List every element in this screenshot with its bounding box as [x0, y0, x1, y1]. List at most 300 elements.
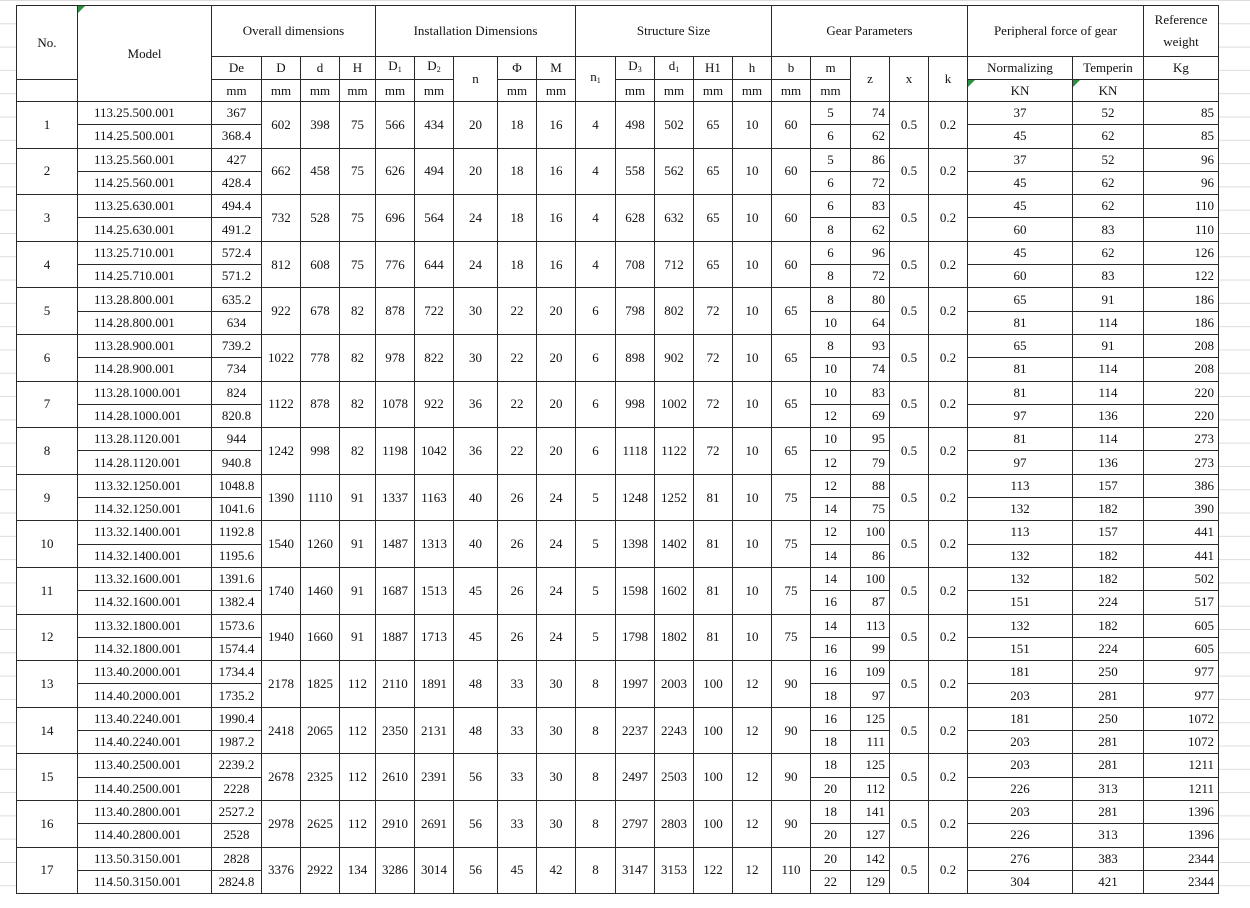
value-module: 16: [811, 661, 851, 684]
table-row: [17, 474, 1219, 497]
value-De: 1048.8: [212, 474, 262, 497]
value-H: 82: [340, 334, 376, 381]
value-module: 10: [811, 428, 851, 451]
value-module: 18: [811, 731, 851, 754]
value-b: 90: [772, 707, 811, 754]
value-x: 0.5: [890, 195, 929, 242]
value-D2: 3014: [415, 847, 454, 894]
header-sym-k: k: [929, 57, 968, 102]
value-h: 10: [733, 334, 772, 381]
value-De: 2527.2: [212, 800, 262, 823]
header-sym-d1: $d_1$: [655, 57, 694, 80]
value-De: 739.2: [212, 334, 262, 357]
value-z: 74: [851, 358, 890, 381]
value-phi: 18: [498, 102, 537, 149]
row-number: 10: [17, 521, 78, 568]
value-module: 16: [811, 591, 851, 614]
value-H: 134: [340, 847, 376, 894]
model-code: 113.32.1250.001: [78, 474, 212, 497]
value-d1: 1122: [655, 428, 694, 475]
value-D: 2178: [262, 661, 301, 708]
value-D1: 2910: [376, 800, 415, 847]
value-x: 0.5: [890, 800, 929, 847]
value-phi: 18: [498, 195, 537, 242]
value-d1: 2003: [655, 661, 694, 708]
header-model-label: Model: [127, 45, 162, 61]
value-weight: 220: [1144, 381, 1219, 404]
value-De: 1735.2: [212, 684, 262, 707]
value-normalizing: 304: [968, 870, 1073, 893]
value-z: 72: [851, 265, 890, 288]
row-number: 4: [17, 241, 78, 288]
value-weight: 605: [1144, 614, 1219, 637]
value-n1: 4: [576, 148, 616, 195]
value-phi: 33: [498, 661, 537, 708]
row-number: 9: [17, 474, 78, 521]
value-M: 16: [537, 241, 576, 288]
value-D3: 2797: [616, 800, 655, 847]
model-code: 114.40.2800.001: [78, 824, 212, 847]
model-code: 113.40.2500.001: [78, 754, 212, 777]
value-k: 0.2: [929, 148, 968, 195]
value-n: 36: [454, 381, 498, 428]
value-D3: 3147: [616, 847, 655, 894]
model-code: 113.32.1800.001: [78, 614, 212, 637]
table-row: [17, 241, 1219, 264]
value-D1: 1337: [376, 474, 415, 521]
value-phi: 33: [498, 800, 537, 847]
value-normalizing: 226: [968, 824, 1073, 847]
header-sym-H: H: [340, 57, 376, 80]
value-h: 10: [733, 148, 772, 195]
model-code: 114.32.1600.001: [78, 591, 212, 614]
value-phi: 26: [498, 567, 537, 614]
value-H: 112: [340, 707, 376, 754]
value-h: 10: [733, 102, 772, 149]
value-weight: 273: [1144, 451, 1219, 474]
value-D2: 2691: [415, 800, 454, 847]
value-module: 18: [811, 684, 851, 707]
value-D3: 498: [616, 102, 655, 149]
value-D: 662: [262, 148, 301, 195]
value-M: 24: [537, 521, 576, 568]
value-De: 1734.4: [212, 661, 262, 684]
value-z: 112: [851, 777, 890, 800]
value-module: 20: [811, 777, 851, 800]
value-D: 2978: [262, 800, 301, 847]
value-z: 62: [851, 218, 890, 241]
value-M: 20: [537, 381, 576, 428]
value-D2: 644: [415, 241, 454, 288]
value-M: 20: [537, 428, 576, 475]
model-code: 114.25.710.001: [78, 265, 212, 288]
value-De: 1987.2: [212, 731, 262, 754]
value-normalizing: 151: [968, 591, 1073, 614]
value-weight: 85: [1144, 125, 1219, 148]
value-d1: 632: [655, 195, 694, 242]
value-normalizing: 45: [968, 171, 1073, 194]
value-weight: 96: [1144, 148, 1219, 171]
value-weight: 1072: [1144, 731, 1219, 754]
value-normalizing: 60: [968, 265, 1073, 288]
value-z: 97: [851, 684, 890, 707]
value-x: 0.5: [890, 241, 929, 288]
value-k: 0.2: [929, 707, 968, 754]
value-n1: 4: [576, 195, 616, 242]
value-module: 6: [811, 195, 851, 218]
value-module: 10: [811, 358, 851, 381]
value-x: 0.5: [890, 847, 929, 894]
header-sym-M: M: [537, 57, 576, 80]
value-D3: 708: [616, 241, 655, 288]
model-code: 114.28.1000.001: [78, 404, 212, 427]
value-H1: 81: [694, 614, 733, 661]
value-d1: 3153: [655, 847, 694, 894]
value-H1: 100: [694, 754, 733, 801]
value-tempering: 182: [1073, 614, 1144, 637]
model-code: 114.40.2240.001: [78, 731, 212, 754]
value-k: 0.2: [929, 521, 968, 568]
value-normalizing: 132: [968, 498, 1073, 521]
value-normalizing: 97: [968, 404, 1073, 427]
table-row: [17, 661, 1219, 684]
value-b: 65: [772, 288, 811, 335]
value-M: 30: [537, 800, 576, 847]
value-De: 1990.4: [212, 707, 262, 730]
value-tempering: 62: [1073, 195, 1144, 218]
value-D3: 1598: [616, 567, 655, 614]
header-gear-parameters: Gear Parameters: [772, 6, 968, 57]
value-n: 45: [454, 614, 498, 661]
value-d1: 802: [655, 288, 694, 335]
value-D3: 558: [616, 148, 655, 195]
value-k: 0.2: [929, 847, 968, 894]
model-code: 114.28.800.001: [78, 311, 212, 334]
value-De: 734: [212, 358, 262, 381]
table-row: [17, 567, 1219, 590]
value-H: 75: [340, 102, 376, 149]
value-tempering: 83: [1073, 218, 1144, 241]
value-H: 91: [340, 614, 376, 661]
unit-h: mm: [733, 80, 772, 102]
value-D1: 696: [376, 195, 415, 242]
model-code: 113.25.500.001: [78, 102, 212, 125]
value-d: 458: [301, 148, 340, 195]
header-sym-h: h: [733, 57, 772, 80]
value-normalizing: 113: [968, 521, 1073, 544]
value-D1: 2110: [376, 661, 415, 708]
value-phi: 26: [498, 614, 537, 661]
value-D2: 2391: [415, 754, 454, 801]
value-D2: 564: [415, 195, 454, 242]
table-row: [17, 381, 1219, 404]
value-z: 113: [851, 614, 890, 637]
row-number: 6: [17, 334, 78, 381]
value-d: 2922: [301, 847, 340, 894]
value-module: 8: [811, 218, 851, 241]
value-tempering: 281: [1073, 800, 1144, 823]
value-weight: 208: [1144, 358, 1219, 381]
value-D1: 566: [376, 102, 415, 149]
value-z: 79: [851, 451, 890, 474]
model-code: 114.32.1800.001: [78, 637, 212, 660]
value-n1: 5: [576, 521, 616, 568]
value-d1: 712: [655, 241, 694, 288]
value-H: 91: [340, 567, 376, 614]
value-d: 1825: [301, 661, 340, 708]
value-D: 2418: [262, 707, 301, 754]
value-k: 0.2: [929, 614, 968, 661]
value-n1: 5: [576, 474, 616, 521]
value-d: 398: [301, 102, 340, 149]
value-normalizing: 37: [968, 148, 1073, 171]
value-weight: 1396: [1144, 824, 1219, 847]
value-d: 678: [301, 288, 340, 335]
value-module: 12: [811, 474, 851, 497]
value-k: 0.2: [929, 474, 968, 521]
value-x: 0.5: [890, 521, 929, 568]
value-D: 1022: [262, 334, 301, 381]
value-d: 1110: [301, 474, 340, 521]
value-tempering: 224: [1073, 591, 1144, 614]
value-k: 0.2: [929, 195, 968, 242]
value-h: 12: [733, 800, 772, 847]
value-tempering: 52: [1073, 102, 1144, 125]
value-tempering: 91: [1073, 288, 1144, 311]
value-z: 88: [851, 474, 890, 497]
table-row: [17, 288, 1219, 311]
value-De: 368.4: [212, 125, 262, 148]
value-k: 0.2: [929, 754, 968, 801]
value-D2: 1513: [415, 567, 454, 614]
value-De: 1192.8: [212, 521, 262, 544]
value-H: 112: [340, 800, 376, 847]
value-H: 112: [340, 661, 376, 708]
value-z: 75: [851, 498, 890, 521]
value-tempering: 114: [1073, 311, 1144, 334]
value-phi: 18: [498, 241, 537, 288]
unit-phi: mm: [498, 80, 537, 102]
value-tempering: 182: [1073, 544, 1144, 567]
value-De: 2228: [212, 777, 262, 800]
value-b: 60: [772, 102, 811, 149]
value-b: 75: [772, 614, 811, 661]
value-z: 72: [851, 171, 890, 194]
value-D2: 822: [415, 334, 454, 381]
value-M: 24: [537, 567, 576, 614]
value-n: 30: [454, 288, 498, 335]
model-code: 114.28.900.001: [78, 358, 212, 381]
unit-H1: mm: [694, 80, 733, 102]
value-M: 16: [537, 195, 576, 242]
unit-De: mm: [212, 80, 262, 102]
value-normalizing: 181: [968, 661, 1073, 684]
value-n: 48: [454, 661, 498, 708]
value-b: 90: [772, 800, 811, 847]
row-number: 15: [17, 754, 78, 801]
value-D1: 2350: [376, 707, 415, 754]
value-tempering: 250: [1073, 707, 1144, 730]
value-n: 56: [454, 847, 498, 894]
value-h: 10: [733, 521, 772, 568]
value-D2: 922: [415, 381, 454, 428]
value-module: 5: [811, 148, 851, 171]
value-tempering: 136: [1073, 451, 1144, 474]
model-code: 114.40.2500.001: [78, 777, 212, 800]
value-d1: 1252: [655, 474, 694, 521]
value-b: 75: [772, 521, 811, 568]
value-module: 14: [811, 614, 851, 637]
value-De: 2239.2: [212, 754, 262, 777]
value-n1: 5: [576, 567, 616, 614]
value-d: 528: [301, 195, 340, 242]
value-tempering: 250: [1073, 661, 1144, 684]
value-D: 1122: [262, 381, 301, 428]
value-tempering: 91: [1073, 334, 1144, 357]
comment-marker: [1073, 80, 1080, 87]
header-normalizing: Normalizing: [968, 57, 1073, 80]
value-H1: 100: [694, 800, 733, 847]
value-D2: 1891: [415, 661, 454, 708]
value-weight: 85: [1144, 102, 1219, 125]
value-b: 90: [772, 661, 811, 708]
table-row: [17, 334, 1219, 357]
value-weight: 208: [1144, 334, 1219, 357]
header-sym-n1: $n_1$: [576, 57, 616, 102]
value-normalizing: 45: [968, 125, 1073, 148]
value-weight: 2344: [1144, 847, 1219, 870]
value-z: 96: [851, 241, 890, 264]
value-De: 944: [212, 428, 262, 451]
value-x: 0.5: [890, 661, 929, 708]
value-k: 0.2: [929, 428, 968, 475]
value-D: 602: [262, 102, 301, 149]
value-tempering: 281: [1073, 731, 1144, 754]
value-D3: 1997: [616, 661, 655, 708]
value-k: 0.2: [929, 381, 968, 428]
value-x: 0.5: [890, 567, 929, 614]
value-b: 60: [772, 195, 811, 242]
value-z: 125: [851, 754, 890, 777]
header-sym-d: d: [301, 57, 340, 80]
model-code: 114.25.630.001: [78, 218, 212, 241]
value-tempering: 83: [1073, 265, 1144, 288]
value-z: 86: [851, 544, 890, 567]
header-sym-b: b: [772, 57, 811, 80]
value-module: 12: [811, 451, 851, 474]
value-z: 93: [851, 334, 890, 357]
value-normalizing: 45: [968, 241, 1073, 264]
value-weight: 122: [1144, 265, 1219, 288]
value-k: 0.2: [929, 661, 968, 708]
model-code: 113.32.1400.001: [78, 521, 212, 544]
value-H: 91: [340, 521, 376, 568]
value-h: 12: [733, 754, 772, 801]
value-D: 1940: [262, 614, 301, 661]
value-x: 0.5: [890, 707, 929, 754]
unit-m: mm: [811, 80, 851, 102]
table-row: [17, 754, 1219, 777]
value-tempering: 114: [1073, 428, 1144, 451]
value-De: 1574.4: [212, 637, 262, 660]
value-h: 10: [733, 474, 772, 521]
value-n1: 4: [576, 102, 616, 149]
value-De: 491.2: [212, 218, 262, 241]
value-tempering: 224: [1073, 637, 1144, 660]
table-row: [17, 521, 1219, 544]
value-z: 83: [851, 381, 890, 404]
header-peripheral-force: Peripheral force of gear: [968, 6, 1144, 57]
row-number: 3: [17, 195, 78, 242]
table-row: [17, 195, 1219, 218]
model-code: 113.25.630.001: [78, 195, 212, 218]
value-normalizing: 276: [968, 847, 1073, 870]
value-n: 20: [454, 102, 498, 149]
value-normalizing: 181: [968, 707, 1073, 730]
value-normalizing: 203: [968, 800, 1073, 823]
row-number: 1: [17, 102, 78, 149]
unit-tempering: KN: [1073, 80, 1144, 102]
value-n1: 8: [576, 661, 616, 708]
value-normalizing: 65: [968, 288, 1073, 311]
value-d1: 902: [655, 334, 694, 381]
value-module: 8: [811, 334, 851, 357]
value-n: 40: [454, 521, 498, 568]
value-phi: 26: [498, 474, 537, 521]
value-k: 0.2: [929, 102, 968, 149]
model-code: 113.32.1600.001: [78, 567, 212, 590]
unit-d: mm: [301, 80, 340, 102]
value-normalizing: 65: [968, 334, 1073, 357]
model-code: 113.25.710.001: [78, 241, 212, 264]
value-h: 10: [733, 241, 772, 288]
value-z: 62: [851, 125, 890, 148]
unit-H: mm: [340, 80, 376, 102]
value-module: 14: [811, 498, 851, 521]
header-kg: Kg: [1144, 57, 1219, 80]
value-D1: 1887: [376, 614, 415, 661]
value-phi: 26: [498, 521, 537, 568]
value-module: 16: [811, 707, 851, 730]
value-H1: 122: [694, 847, 733, 894]
value-tempering: 313: [1073, 824, 1144, 847]
value-D1: 1078: [376, 381, 415, 428]
value-module: 14: [811, 544, 851, 567]
value-phi: 22: [498, 288, 537, 335]
value-De: 1195.6: [212, 544, 262, 567]
header-overall-dimensions: Overall dimensions: [212, 6, 376, 57]
value-D1: 978: [376, 334, 415, 381]
model-code: 113.28.800.001: [78, 288, 212, 311]
value-z: 80: [851, 288, 890, 311]
unit-b: mm: [772, 80, 811, 102]
value-x: 0.5: [890, 148, 929, 195]
table-row: [17, 707, 1219, 730]
comment-marker: [968, 80, 975, 87]
value-h: 12: [733, 847, 772, 894]
value-weight: 1396: [1144, 800, 1219, 823]
value-h: 10: [733, 567, 772, 614]
row-number: 11: [17, 567, 78, 614]
value-D2: 2131: [415, 707, 454, 754]
value-weight: 2344: [1144, 870, 1219, 893]
value-De: 494.4: [212, 195, 262, 218]
value-D1: 776: [376, 241, 415, 288]
value-tempering: 182: [1073, 498, 1144, 521]
value-D: 1740: [262, 567, 301, 614]
value-module: 18: [811, 754, 851, 777]
value-normalizing: 81: [968, 358, 1073, 381]
